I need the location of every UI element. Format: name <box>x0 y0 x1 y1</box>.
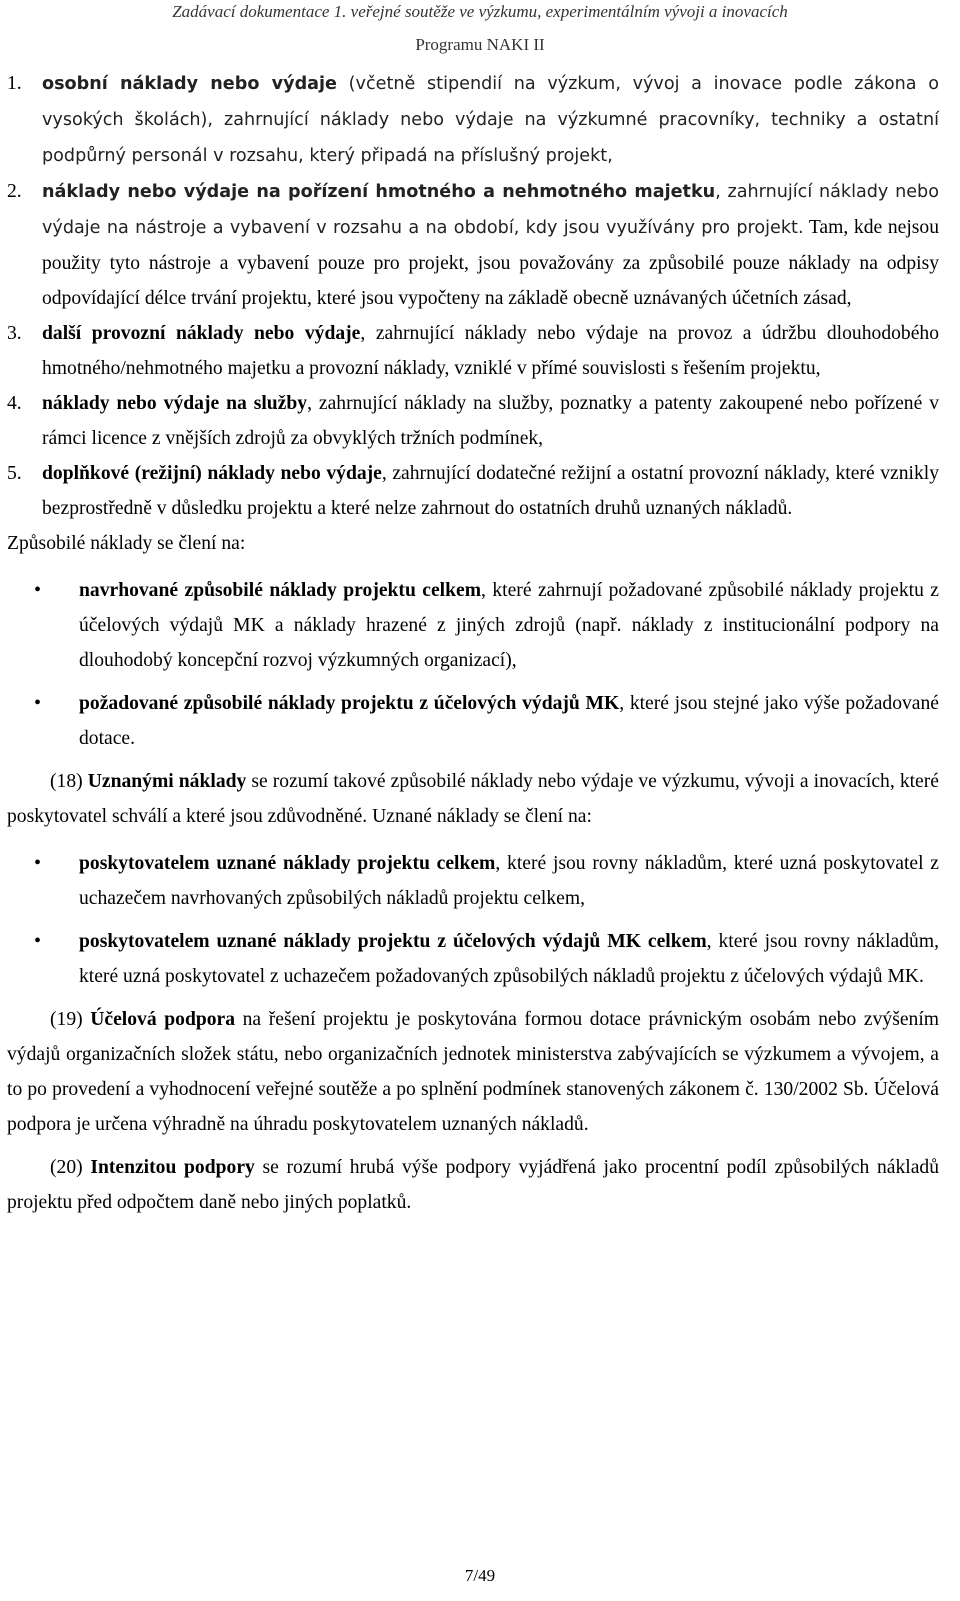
bullet-heading: požadované způsobilé náklady projektu z účelových výdajů MK <box>79 693 620 714</box>
para-term: Účelová podpora <box>90 1009 236 1030</box>
paragraph-19 <box>7 1002 939 1142</box>
bullet-icon: • <box>34 852 42 874</box>
list-number: 3. <box>7 323 22 344</box>
bullet-item <box>7 573 939 678</box>
bullet-item <box>7 686 939 756</box>
item-text-cont: Tam, kde nejsou použity tyto nástroje a vybavení pouze pro projekt, jsou považovány za způsobilé pouze náklady na odpisy odpovídající délce trvání projektu, které jsou vypočteny na základě obecně uznávaných účetních zásad, <box>42 217 939 309</box>
item-text: , zahrnující dodatečné režijní a ostatní provozní náklady, které vznikly bezprostředně v důsledku projektu a které nelze zahrnout do ostatních druhů uznaných nákladů. <box>42 463 939 519</box>
item-heading: další provozní náklady nebo výdaje <box>42 323 361 344</box>
bullet-text: , které zahrnují požadované způsobilé náklady projektu z účelových výdajů MK a náklady hrazené z jiných zdrojů (např. náklady z institucionální podpory na dlouhodobý koncepční rozvoj výzkumných organizací), <box>79 580 939 671</box>
list-number: 2. <box>7 181 22 202</box>
list-item <box>7 456 939 526</box>
item-heading: doplňkové (režijní) náklady nebo výdaje <box>42 463 382 484</box>
item-text: (včetně stipendií na výzkum, vývoj a inovace podle zákona o vysokých školách), zahrnující náklady nebo výdaje na výzkumné pracovníky, techniky a ostatní podpůrný personál v rozsahu, který připadá na příslušný projekt, <box>42 74 939 166</box>
para-number: (18) <box>50 771 88 792</box>
bullet-heading: navrhované způsobilé náklady projektu celkem <box>79 580 482 601</box>
list-number: 1. <box>7 73 22 94</box>
bullet-icon: • <box>34 579 42 601</box>
header-program: Programu NAKI II <box>415 35 545 54</box>
item-heading: náklady nebo výdaje na pořízení hmotného a nehmotného majetku <box>42 182 716 202</box>
bullet-heading: poskytovatelem uznané náklady projektu celkem <box>79 853 496 874</box>
bullet-icon: • <box>34 692 42 714</box>
para-term: Intenzitou podpory <box>90 1157 255 1178</box>
para-number: (20) <box>50 1157 91 1178</box>
para-number: (19) <box>50 1009 91 1030</box>
list-number: 5. <box>7 463 22 484</box>
item-text: , zahrnující náklady na služby, poznatky a patenty zakoupené nebo pořízené v rámci licence z vnějších zdrojů za obvyklých tržních podmínek, <box>42 393 940 449</box>
list-item <box>7 174 939 316</box>
bullet-item <box>7 846 939 916</box>
item-heading: náklady nebo výdaje na služby <box>42 393 308 414</box>
para-term: Uznanými náklady <box>87 771 247 792</box>
bullet-text: , které jsou stejné jako výše požadované dotace. <box>79 693 939 749</box>
bullet-text: , které jsou rovny nákladům, které uzná poskytovatel z uchazečem navrhovaných způsobilých nákladů projektu celkem, <box>79 853 939 909</box>
bullet-icon: • <box>34 930 42 952</box>
item-heading: osobní náklady nebo výdaje <box>42 74 337 94</box>
list-item <box>7 316 939 386</box>
item-text: , zahrnující náklady nebo výdaje na nástroje a vybavení v rozsahu a na období, kdy jsou využívány pro projekt. <box>42 182 939 238</box>
paragraph-18 <box>7 764 939 834</box>
para-text: se rozumí takové způsobilé náklady nebo výdaje ve výzkumu, vývoji a inovacích, které poskytovatel schválí a které jsou zdůvodněné. Uznané náklady se člení na: <box>7 771 939 827</box>
document-body <box>7 66 939 1220</box>
bullet-item <box>7 924 939 994</box>
list-item <box>7 386 939 456</box>
item-text: , zahrnující náklady nebo výdaje na provoz a údržbu dlouhodobého hmotného/nehmotného majetku a provozní náklady, vzniklé v přímé souvislosti s řešením projektu, <box>42 323 939 379</box>
clenene-intro: Způsobilé náklady se člení na: <box>7 533 246 554</box>
page-number: 7/49 <box>464 1566 496 1585</box>
paragraph-20 <box>7 1150 939 1220</box>
list-item <box>7 66 939 174</box>
list-number: 4. <box>7 393 22 414</box>
header-title: Zadávací dokumentace 1. veřejné soutěže ve výzkumu, experimentálním vývoji a inovacích <box>172 2 788 21</box>
bullet-heading: poskytovatelem uznané náklady projektu z účelových výdajů MK celkem <box>79 931 707 952</box>
bullet-text: , které jsou rovny nákladům, které uzná poskytovatel z uchazečem požadovaných způsobilých nákladů projektu z účelových výdajů MK. <box>79 931 939 987</box>
para-text: na řešení projektu je poskytována formou dotace právnickým osobám nebo zvýšením výdajů organizačních složek státu, nebo organizačních jednotek ministerstva zabývajících se výzkumem a vývojem, a to po provedení a vyhodnocení veřejné soutěže a po splnění podmínek stanovených zákonem č. 130/2002 Sb. Účelová podpora je určena výhradně na úhradu poskytovatelem uznaných nákladů. <box>7 1009 939 1135</box>
para-text: se rozumí hrubá výše podpory vyjádřená jako procentní podíl způsobilých nákladů projektu před odpočtem daně nebo jiných poplatků. <box>7 1157 939 1213</box>
